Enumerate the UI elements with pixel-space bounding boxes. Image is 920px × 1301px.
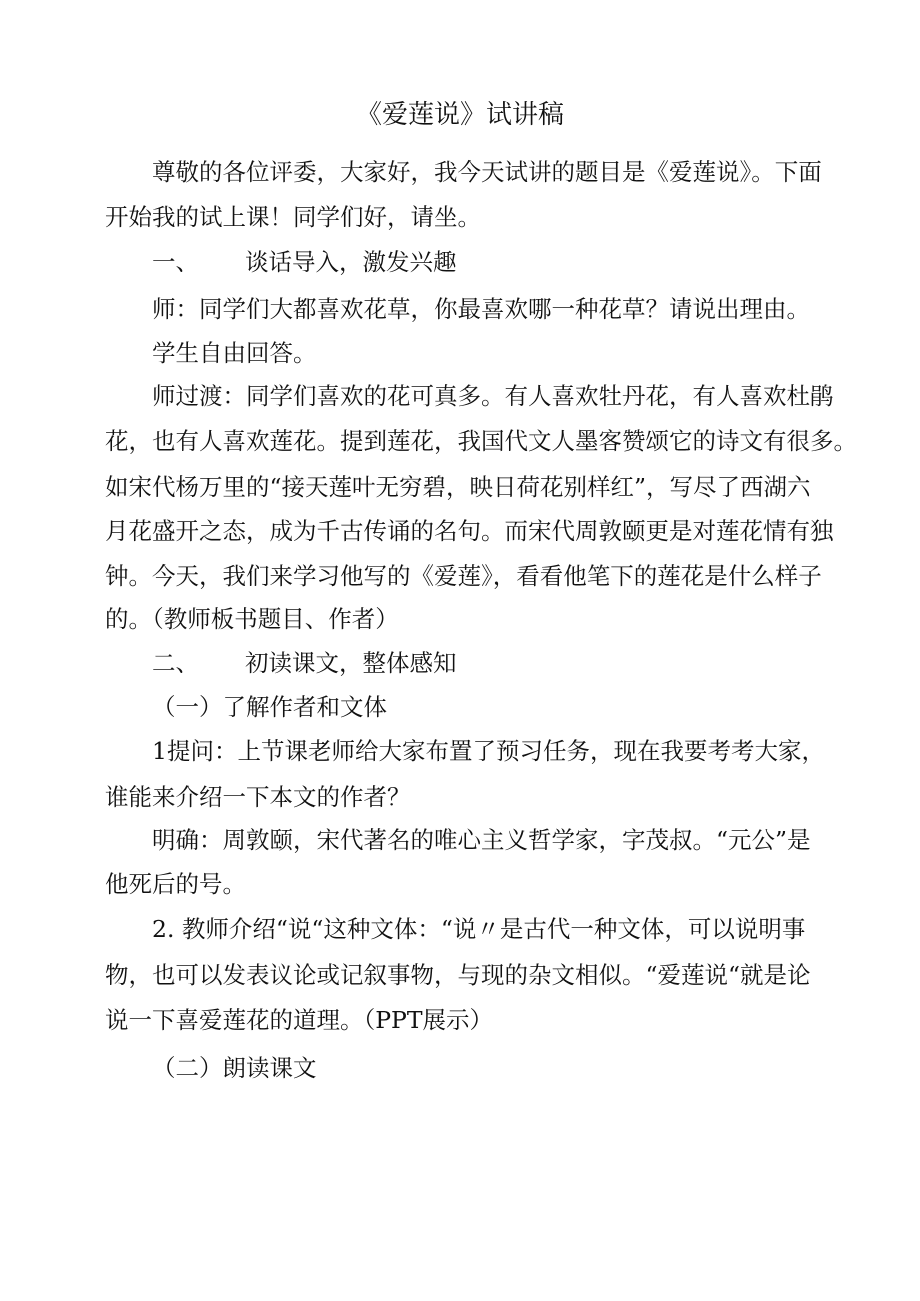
paragraph-line: 2. 教师介绍“说“这种文体：“说〃是古代一种文体，可以说明事 xyxy=(152,915,806,943)
paragraph-line: 师：同学们大都喜欢花草，你最喜欢哪一种花草？请说出理由。 xyxy=(152,295,810,323)
subheading: （二）朗读课文 xyxy=(152,1054,317,1082)
section-heading-1 xyxy=(152,247,457,277)
section-title: 初读课文，整体感知 xyxy=(245,649,457,677)
paragraph-line: 学生自由回答。 xyxy=(152,339,317,367)
subheading: （一）了解作者和文体 xyxy=(152,693,387,721)
paragraph-line: 月花盛开之态，成为千古传诵的名句。而宋代周敦颐更是对莲花情有独 xyxy=(105,517,834,545)
paragraph-line: 开始我的试上课！同学们好，请坐。 xyxy=(105,203,481,231)
section-number: 一、 xyxy=(152,248,199,276)
paragraph-line: 尊敬的各位评委，大家好，我今天试讲的题目是《爱莲说》。下面 xyxy=(152,158,822,186)
section-number: 二、 xyxy=(152,649,199,677)
paragraph-line: 钟。今天，我们来学习他写的《爱莲》，看看他笔下的莲花是什么样子 xyxy=(105,562,822,590)
paragraph-line: 物，也可以发表议论或记叙事物，与现的杂文相似。“爱莲说“就是论 xyxy=(105,961,811,989)
paragraph-line: 师过渡：同学们喜欢的花可真多。有人喜欢牡丹花，有人喜欢杜鹃 xyxy=(152,382,834,410)
document-title: 《爱莲说》试讲稿 xyxy=(355,100,564,130)
paragraph-line: 如宋代杨万里的“接天莲叶无穷碧，映日荷花别样红”，写尽了西湖六 xyxy=(105,473,811,501)
section-heading-2 xyxy=(152,648,457,678)
paragraph-line: 的。（教师板书题目、作者） xyxy=(105,605,399,633)
section-title: 谈话导入，激发兴趣 xyxy=(245,248,457,276)
paragraph-line: 他死后的号。 xyxy=(105,870,246,898)
paragraph-line: 花，也有人喜欢莲花。提到莲花，我国代文人墨客赞颂它的诗文有很多。 xyxy=(105,427,857,455)
paragraph-line: 明确：周敦颐，宋代著名的唯心主义哲学家，字茂叔。“元公”是 xyxy=(152,826,811,854)
paragraph-line: 谁能来介绍一下本文的作者？ xyxy=(105,783,411,811)
paragraph-line: 说一下喜爱莲花的道理。（PPT展示） xyxy=(105,1006,494,1034)
paragraph-line: 1提问：上节课老师给大家布置了预习任务，现在我要考考大家， xyxy=(152,737,825,765)
